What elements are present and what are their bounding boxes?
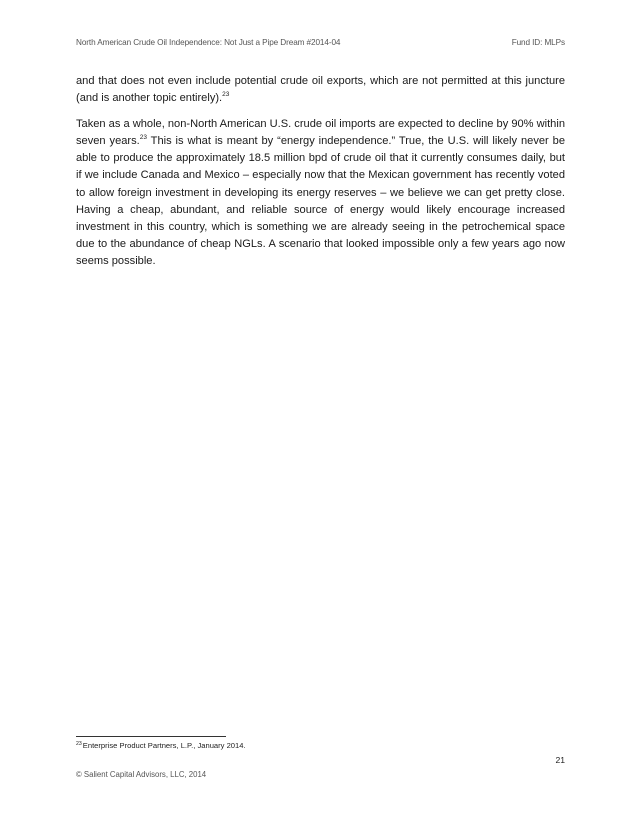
footnote-text: Enterprise Product Partners, L.P., January 2014. <box>82 741 246 750</box>
footnote-number: 23 <box>76 741 82 747</box>
body-text <box>76 73 565 279</box>
page-number: 21 <box>555 755 565 765</box>
header-fund-id: Fund ID: MLPs <box>511 38 565 47</box>
paragraph-1 <box>76 73 565 107</box>
header-title: North American Crude Oil Independence: Not Just a Pipe Dream #2014-04 <box>76 38 341 47</box>
footnote-ref-23[interactable]: 23 <box>222 91 230 99</box>
paragraph-2 <box>76 116 565 270</box>
copyright-notice: © Salient Capital Advisors, LLC, 2014 <box>76 770 207 779</box>
paragraph-2-text-b: This is what is meant by “energy independence.” True, the U.S. will likely never be able to produce the approximately 18.5 million bpd of crude oil that it currently consumes daily, but if we include Canada and Mexico – especially now that the Mexican government has recently voted to allow foreign investment in developing its energy reserves – we believe we can get pretty close. Having a cheap, abundant, and reliable source of energy would likely encourage increased investment in this country, which is something we are already seeing in the petrochemical space due to the abundance of cheap NGLs. A scenario that looked impossible only a few years ago now seems possible. <box>76 135 565 267</box>
footnote-ref-23[interactable]: 23 <box>139 134 147 142</box>
paragraph-2-text-a: Taken as a whole, non-North American U.S. crude oil imports are expected to decline by 90% within seven years. <box>76 118 565 148</box>
footnote-divider <box>76 736 226 737</box>
footnote <box>76 741 565 750</box>
paragraph-1-text: and that does not even include potential crude oil exports, which are not permitted at this juncture (and is another topic entirely). <box>76 75 565 105</box>
